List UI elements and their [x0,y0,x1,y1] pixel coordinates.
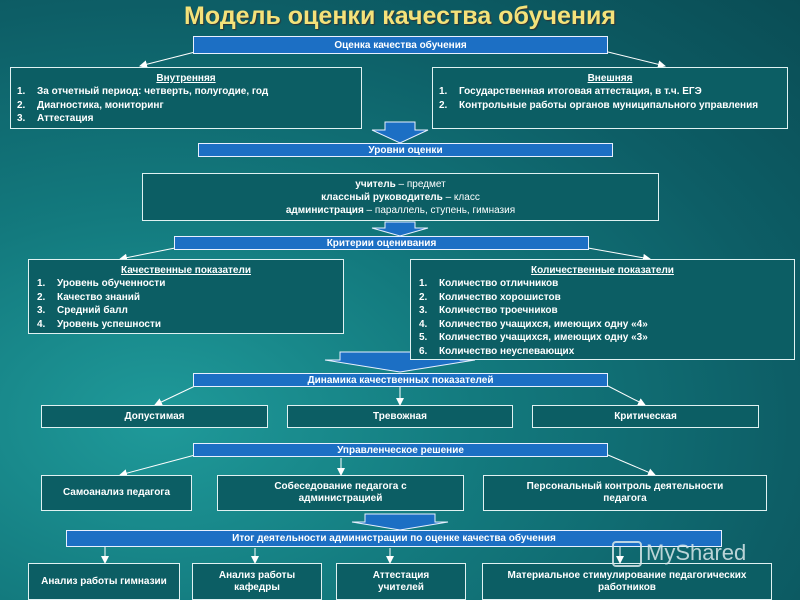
qualitative-header: Качественные показатели [121,265,251,276]
block-arrow [372,122,428,143]
internal-box [10,67,362,129]
result-teacher-attestation: Аттестация учителей [336,563,466,600]
quantitative-list [419,277,786,358]
dynamics-acceptable: Допустимая [41,405,268,428]
result-gymnasium-analysis: Анализ работы гимназии [28,563,180,600]
list-item: 4. Уровень успешности [37,318,162,330]
block-arrow [372,222,428,236]
result-material-incentives: Материальное стимулирование педагогических работников [482,563,772,600]
list-item: 4. Количество учащихся, имеющих одну «4» [419,318,648,330]
decision-interview: Собеседование педагога с администрацией [217,475,464,511]
list-item: 3. Количество троечников [419,305,558,316]
dynamics-bar: Динамика качественных показателей [193,373,608,387]
qualitative-box [28,259,344,334]
list-item: 1. Государственная итоговая аттестация, в т.ч. ЕГЭ [439,86,702,97]
level-teacher: учитель – предмет [355,178,446,190]
levels-box [142,173,659,221]
list-item: 2. Контрольные работы органов муниципального управления [439,99,759,111]
list-item: 2. Диагностика, мониторинг [17,99,164,111]
list-item: 3. Средний балл [37,305,128,316]
decision-personal-control: Персональный контроль деятельности педагога [483,475,767,511]
watermark-text: MyShared [646,540,747,565]
decision-self-analysis: Самоанализ педагога [41,475,192,511]
dynamics-alarming: Тревожная [287,405,513,428]
list-item: 6. Количество неуспевающих [419,345,575,357]
result-bar: Итог деятельности администрации по оценке качества обучения [66,530,722,547]
assessment-bar: Оценка качества обучения [193,36,608,54]
external-header: Внешняя [587,73,633,84]
list-item: 3. Аттестация [17,113,94,124]
external-list [439,85,781,112]
quantitative-header: Количественные показатели [531,265,674,276]
level-administration: администрация – параллель, ступень, гимназия [285,204,516,216]
watermark-logo [612,540,746,567]
page-title: Модель оценки качества обучения [184,2,616,30]
list-item: 1. За отчетный период: четверть, полугодие, год [17,86,269,97]
internal-header: Внутренняя [156,73,216,84]
internal-list [17,85,355,126]
list-item: 1. Количество отличников [419,278,559,289]
levels-bar: Уровни оценки [198,143,613,157]
list-item: 5. Количество учащихся, имеющих одну «3» [419,332,648,343]
watermark-icon [612,541,642,567]
quantitative-box [410,259,795,360]
level-class-teacher: классный руководитель – класс [321,191,480,203]
block-arrow [352,514,448,530]
qualitative-list [37,277,335,331]
list-item: 2. Качество знаний [37,291,141,303]
list-item: 1. Уровень обученности [37,278,166,289]
external-box [432,67,788,129]
list-item: 2. Количество хорошистов [419,291,561,303]
criteria-bar: Критерии оценивания [174,236,589,250]
result-department-analysis: Анализ работы кафедры [192,563,322,600]
dynamics-critical: Критическая [532,405,759,428]
decision-bar: Управленческое решение [193,443,608,457]
